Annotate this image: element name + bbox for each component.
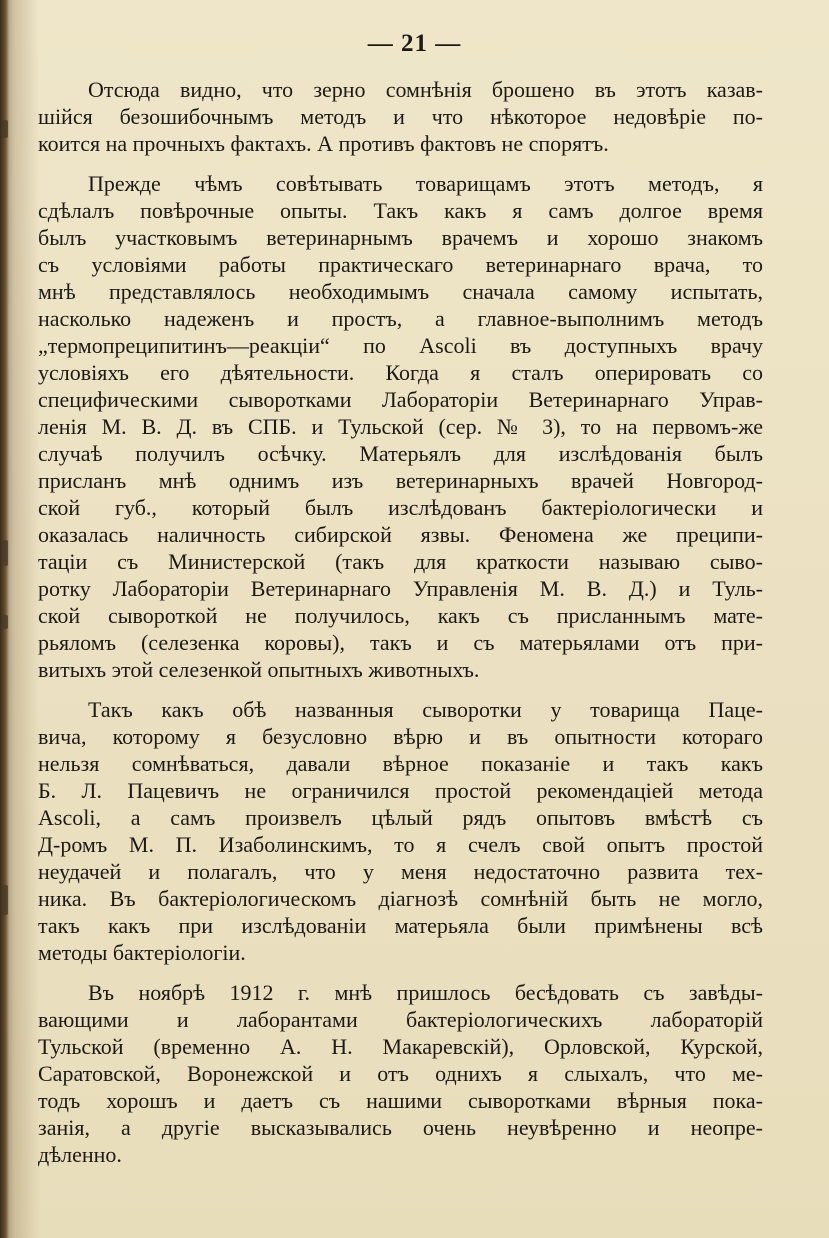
text-line: таціи съ Министерской (такъ для краткости называю сыво- (38, 549, 763, 574)
binding-mark (2, 885, 8, 915)
text-line: вающими и лаборантами бактеріологическихъ лабораторій (38, 1007, 763, 1032)
text-line: рьяломъ (селезенка коровы), такъ и съ матерьялами отъ при- (38, 630, 763, 655)
text-line: насколько надеженъ и простъ, а главное-выполнимъ методъ (38, 306, 763, 331)
text-line: Саратовской, Воронежской и отъ однихъ я слыхалъ, что ме- (38, 1061, 763, 1086)
text-line: Д-ромъ М. П. Изаболинскимъ, то я счелъ свой опытъ простой (38, 832, 763, 857)
text-line: нельзя сомнѣваться, давали вѣрное показаніе и такъ какъ (38, 751, 763, 776)
paragraph-3 (38, 696, 763, 966)
text-line: специфическими сыворотками Лабораторіи Ветеринарнаго Управ- (38, 387, 763, 412)
text-line: ленія М. В. Д. въ СПБ. и Тульской (сер. № 3), то на первомъ-же (38, 414, 763, 439)
text-line: вича, которому я безусловно вѣрю и въ опытности котораго (38, 724, 763, 749)
text-line: мнѣ представлялось необходимымъ сначала самому испытать, (38, 279, 763, 304)
paragraph-2 (38, 170, 763, 683)
text-line: оказалась наличность сибирской язвы. Феномена же преципи- (38, 522, 763, 547)
text-line: Отсюда видно, что зерно сомнѣнія брошено въ этотъ казав- (88, 77, 763, 102)
text-line: ника. Въ бактеріологическомъ діагнозѣ сомнѣній быть не могло, (38, 886, 763, 911)
page-number: — 21 — (367, 30, 462, 57)
text-line: случаѣ получилъ осѣчку. Матерьялъ для изслѣдованія былъ (38, 441, 763, 466)
text-line: такъ какъ при изслѣдованіи матерьяла были примѣнены всѣ (38, 913, 763, 938)
text-line: дѣленно. (38, 1142, 122, 1167)
body-text (38, 76, 763, 1181)
text-line: условіяхъ его дѣятельности. Когда я сталъ оперировать со (38, 360, 763, 385)
text-line: коится на прочныхъ фактахъ. А противъ фактовъ не спорятъ. (38, 131, 609, 156)
text-line: витыхъ этой селезенкой опытныхъ животныхъ. (38, 657, 480, 682)
text-line: Тульской (временно А. Н. Макаревскій), Орловской, Курской, (38, 1034, 763, 1059)
text-line: ской губ., который былъ изслѣдованъ бактеріологически и (38, 495, 763, 520)
text-line: сдѣлалъ повѣрочные опыты. Такъ какъ я самъ долгое время (38, 198, 763, 223)
text-line: ской сывороткой не получилось, какъ съ присланнымъ мате- (38, 603, 763, 628)
text-line: Прежде чѣмъ совѣтывать товарищамъ этотъ методъ, я (88, 171, 763, 196)
text-line: методы бактеріологіи. (38, 940, 246, 965)
text-line: съ условіями работы практическаго ветеринарнаго врача, то (38, 252, 763, 277)
text-line: занія, а другіе высказывались очень неувѣренно и неопре- (38, 1115, 763, 1140)
paragraph-1 (38, 76, 763, 157)
text-line: неудачей и полагалъ, что у меня недостаточно развита тех- (38, 859, 763, 884)
binding-mark (2, 120, 8, 138)
text-line: присланъ мнѣ однимъ изъ ветеринарныхъ врачей Новгород- (38, 468, 763, 493)
text-line: Ascoli, а самъ произвелъ цѣлый рядъ опытовъ вмѣстѣ съ (38, 805, 763, 830)
text-line: Въ ноябрѣ 1912 г. мнѣ пришлось бесѣдовать съ завѣды- (88, 980, 763, 1005)
text-line: шійся безошибочнымъ методъ и что нѣкоторое недовѣріе по- (38, 104, 763, 129)
binding-mark (2, 540, 8, 566)
text-line: Такъ какъ обѣ названныя сыворотки у товарища Паце- (88, 697, 763, 722)
binding-mark (2, 615, 8, 629)
paragraph-4 (38, 979, 763, 1168)
text-line: Б. Л. Пацевичъ не ограничился простой рекомендаціей метода (38, 778, 763, 803)
text-line: „термопреципитинъ—реакціи“ по Ascoli въ доступныхъ врачу (38, 333, 763, 358)
text-line: тодъ хорошъ и даетъ съ нашими сыворотками вѣрныя пока- (38, 1088, 763, 1113)
text-line: ротку Лабораторіи Ветеринарнаго Управленія М. В. Д.) и Туль- (38, 576, 763, 601)
text-line: былъ участковымъ ветеринарнымъ врачемъ и хорошо знакомъ (38, 225, 763, 250)
